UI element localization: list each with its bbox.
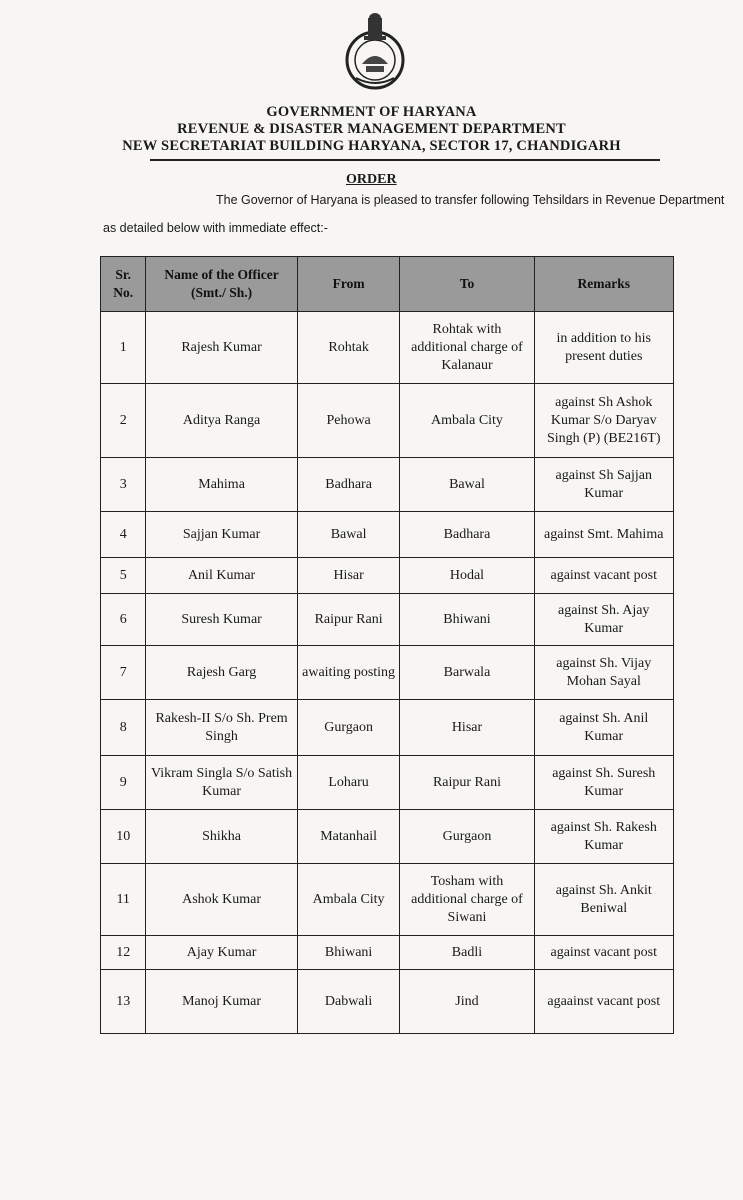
- cell-to: Hodal: [400, 558, 534, 594]
- cell-remarks: against Sh. Vijay Mohan Sayal: [534, 646, 674, 700]
- header-divider: [150, 159, 660, 161]
- cell-from: Ambala City: [297, 864, 400, 936]
- order-paragraph-line1: The Governor of Haryana is pleased to transfer following Tehsildars in Revenue Department: [216, 193, 725, 207]
- cell-sr: 10: [101, 810, 146, 864]
- cell-name: Rakesh-II S/o Sh. Prem Singh: [146, 700, 297, 756]
- table-row: [101, 594, 674, 646]
- cell-sr: 3: [101, 458, 146, 512]
- haryana-state-emblem-icon: [342, 12, 408, 92]
- cell-sr: 5: [101, 558, 146, 594]
- cell-from: Bhiwani: [297, 936, 400, 970]
- cell-remarks: against Sh. Ankit Beniwal: [534, 864, 674, 936]
- table-row: [101, 756, 674, 810]
- cell-name: Ajay Kumar: [146, 936, 297, 970]
- table-row: [101, 700, 674, 756]
- cell-name: Anil Kumar: [146, 558, 297, 594]
- table-row: [101, 646, 674, 700]
- order-title: ORDER: [346, 172, 397, 187]
- cell-to: Ambala City: [400, 384, 534, 458]
- table-header-row: [101, 257, 674, 312]
- cell-to: Hisar: [400, 700, 534, 756]
- cell-remarks: against vacant post: [534, 936, 674, 970]
- cell-to: Badhara: [400, 512, 534, 558]
- table-row: [101, 458, 674, 512]
- cell-to: Raipur Rani: [400, 756, 534, 810]
- table-row: [101, 512, 674, 558]
- cell-name: Ashok Kumar: [146, 864, 297, 936]
- cell-to: Rohtak with additional charge of Kalanaur: [400, 312, 534, 384]
- cell-from: Gurgaon: [297, 700, 400, 756]
- cell-remarks: against Sh. Suresh Kumar: [534, 756, 674, 810]
- cell-name: Rajesh Kumar: [146, 312, 297, 384]
- cell-sr: 6: [101, 594, 146, 646]
- header-to: To: [400, 257, 534, 312]
- cell-sr: 4: [101, 512, 146, 558]
- cell-from: Loharu: [297, 756, 400, 810]
- cell-remarks: against Smt. Mahima: [534, 512, 674, 558]
- cell-sr: 13: [101, 970, 146, 1034]
- header-from: From: [297, 257, 400, 312]
- cell-from: Rohtak: [297, 312, 400, 384]
- cell-from: Matanhail: [297, 810, 400, 864]
- cell-to: Barwala: [400, 646, 534, 700]
- cell-remarks: against Sh Ashok Kumar S/o Daryav Singh (P) (BE216T): [534, 384, 674, 458]
- table-row: [101, 864, 674, 936]
- cell-from: Dabwali: [297, 970, 400, 1034]
- cell-name: Manoj Kumar: [146, 970, 297, 1034]
- table-row: [101, 810, 674, 864]
- cell-sr: 2: [101, 384, 146, 458]
- table-row: [101, 558, 674, 594]
- cell-sr: 1: [101, 312, 146, 384]
- cell-remarks: against Sh. Anil Kumar: [534, 700, 674, 756]
- cell-name: Aditya Ranga: [146, 384, 297, 458]
- table-row: [101, 384, 674, 458]
- cell-sr: 7: [101, 646, 146, 700]
- table-row: [101, 312, 674, 384]
- cell-from: Bawal: [297, 512, 400, 558]
- cell-remarks: agaainst vacant post: [534, 970, 674, 1034]
- cell-remarks: in addition to his present duties: [534, 312, 674, 384]
- cell-from: Badhara: [297, 458, 400, 512]
- cell-name: Shikha: [146, 810, 297, 864]
- cell-remarks: against Sh. Ajay Kumar: [534, 594, 674, 646]
- header-officer-name: Name of the Officer (Smt./ Sh.): [146, 257, 297, 312]
- cell-name: Mahima: [146, 458, 297, 512]
- cell-sr: 9: [101, 756, 146, 810]
- cell-remarks: against vacant post: [534, 558, 674, 594]
- cell-name: Sajjan Kumar: [146, 512, 297, 558]
- cell-to: Bawal: [400, 458, 534, 512]
- cell-remarks: against Sh. Rakesh Kumar: [534, 810, 674, 864]
- table-row: [101, 970, 674, 1034]
- table-row: [101, 936, 674, 970]
- cell-to: Bhiwani: [400, 594, 534, 646]
- cell-to: Gurgaon: [400, 810, 534, 864]
- cell-remarks: against Sh Sajjan Kumar: [534, 458, 674, 512]
- cell-from: Raipur Rani: [297, 594, 400, 646]
- header-sr-no: Sr. No.: [101, 257, 146, 312]
- cell-name: Suresh Kumar: [146, 594, 297, 646]
- header-address: NEW SECRETARIAT BUILDING HARYANA, SECTOR 17, CHANDIGARH: [122, 138, 621, 154]
- cell-from: Hisar: [297, 558, 400, 594]
- cell-sr: 12: [101, 936, 146, 970]
- header-government: GOVERNMENT OF HARYANA: [266, 104, 477, 120]
- cell-from: awaiting posting: [297, 646, 400, 700]
- cell-sr: 8: [101, 700, 146, 756]
- header-remarks: Remarks: [534, 257, 674, 312]
- transfer-table: [100, 256, 674, 1034]
- header-department: REVENUE & DISASTER MANAGEMENT DEPARTMENT: [177, 121, 566, 137]
- cell-name: Vikram Singla S/o Satish Kumar: [146, 756, 297, 810]
- cell-to: Jind: [400, 970, 534, 1034]
- cell-sr: 11: [101, 864, 146, 936]
- cell-to: Badli: [400, 936, 534, 970]
- cell-name: Rajesh Garg: [146, 646, 297, 700]
- cell-from: Pehowa: [297, 384, 400, 458]
- order-paragraph-line2: as detailed below with immediate effect:-: [103, 221, 328, 235]
- cell-to: Tosham with additional charge of Siwani: [400, 864, 534, 936]
